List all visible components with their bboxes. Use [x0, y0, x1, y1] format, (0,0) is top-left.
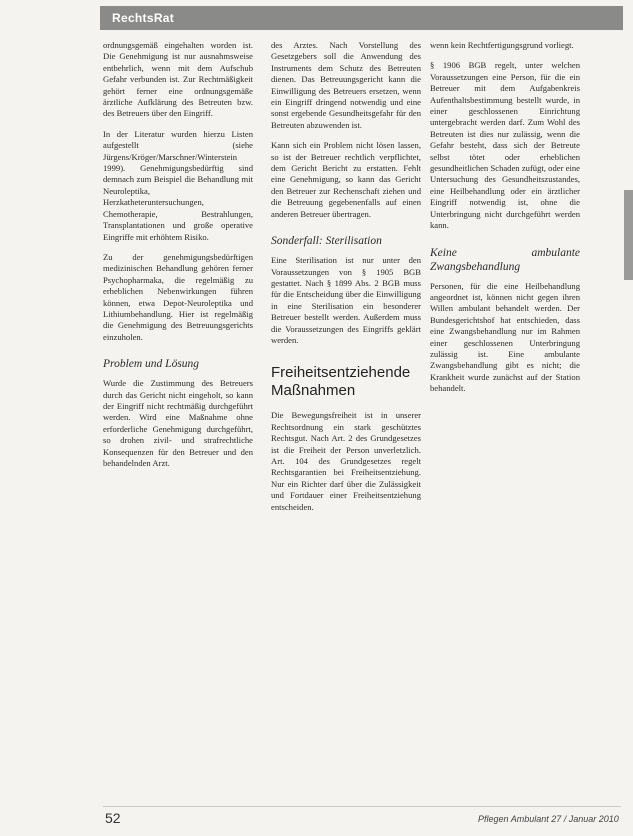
- text-column-1: [103, 40, 253, 478]
- paragraph: Personen, für die eine Heilbehandlung angeordnet ist, können nicht gegen ihren Willen ambulant behandelt werden. Der Bundesgerichtshof hat entschieden, dass eine Zwangsbehandlung nur im Rahmen einer geschlossenen Unterbringung zulässig ist. Eine ambulante Zwangsbehandlung gibt es nicht; die Krankheit wurde zunächst auf der Station behandelt.: [430, 280, 580, 394]
- page-number: 52: [105, 810, 121, 826]
- margin-tab: [624, 190, 633, 280]
- paragraph: Die Bewegungsfreiheit ist in unserer Rechtsordnung ein stark geschütztes Rechtsgut. Nach Art. 2 des Grundgesetzes ist die Freiheit der Person unverletzlich. Art. 104 des Grundgesetzes regelt Rechtsgarantien bei Freiheitsentziehung. Nur ein Richter darf über die Zulässigkeit und Fortdauer einer Freiheitsentziehung entscheiden.: [271, 410, 421, 512]
- paragraph: des Arztes. Nach Vorstellung des Gesetzgebers soll die Anwendung des Instruments dem Schutz des Betreuten dienen. Das Betreuungsgericht kann die Einwilligung des Betreuers ersetzen, wenn ein Eingriff dringend notwendig und eine sonst ergebende Gesundheitsgefahr für den Betreuten abzuwenden ist.: [271, 40, 421, 130]
- journal-footer: Pflegen Ambulant 27 / Januar 2010: [478, 814, 619, 824]
- section-title: RechtsRat: [112, 11, 175, 25]
- text-column-3: [430, 40, 580, 404]
- paragraph: In der Literatur wurden hierzu Listen aufgestellt (siehe Jürgens/Kröger/Marschner/Winterstein 1999). Genehmigungsbedürftig sind demnach zum Beispiel die Behandlung mit Neuroleptika, Herzkatheteruntersuchungen, Chemotherapie, Bestrahlungen, Transplantationen und große operative Eingriffe mit erhöhtem Risiko.: [103, 128, 253, 242]
- paragraph: wenn kein Rechtfertigungsgrund vorliegt.: [430, 40, 574, 50]
- subheading: Keine ambulante Zwangsbehandlung: [430, 246, 580, 273]
- section-heading: Freiheitsentziehende Maßnahmen: [271, 364, 411, 400]
- paragraph: ordnungsgemäß eingehalten worden ist. Die Genehmigung ist nur ausnahmsweise entbehrlich, wenn mit dem Aufschub Gefahr verbunden ist. Zur Rechtmäßigkeit gehört ferner eine ordnungsgemäße ärztliche Aufklärung des Betreuten bzw. des Betreuers über den Eingriff.: [103, 40, 253, 119]
- paragraph: Kann sich ein Problem nicht lösen lassen, so ist der Betreuer rechtlich verpflichtet, dem Gericht Bericht zu erstatten. Fehlt eine Genehmigung, so kann das Gericht den Betreuer zur Rechenschaft ziehen und die Betreuung gegebenenfalls auf einen anderen Betreuer übertragen.: [271, 140, 421, 219]
- header-band: [100, 6, 623, 30]
- paragraph: Wurde die Zustimmung des Betreuers durch das Gericht nicht eingeholt, so kann der Eingriff nicht rechtmäßig durchgeführt werden. Wird eine Maßnahme ohne erforderliche Genehmigung durchgeführt, so drohen zivil- und strafrechtliche Konsequenzen für den Betreuer und den behandelnden Arzt.: [103, 378, 253, 468]
- paragraph: § 1906 BGB regelt, unter welchen Voraussetzungen eine Person, für die ein Betreuer mit dem Aufgabenkreis Aufenthaltsbestimmung bestellt wurde, in einer geschlossenen Einrichtung untergebracht werden darf. Zum Wohl des Betreuten ist dies nur zulässig, wenn die Gefahr besteht, dass sich der Betreute selbst tötet oder erheblichen gesundheitlichen Schaden zufügt, oder eine Untersuchung des Gesundheitszustandes, eine Heilbehandlung oder ein ärztlicher Eingriff notwendig ist, ohne die Unterbringung nicht durchgeführt werden kann.: [430, 60, 580, 231]
- paragraph: Eine Sterilisation ist nur unter den Voraussetzungen von § 1905 BGB gestattet. Nach § 1899 Abs. 2 BGB muss für die Entscheidung über die Einwilligung in eine Sterilisation ein besonderer Betreuer bestellt werden. Außerdem muss die Voraussetzungen des Eingriffs geklärt werden.: [271, 255, 421, 345]
- paragraph: Zu der genehmigungsbedürftigen medizinischen Behandlung gehören ferner Psychopharmaka, die regelmäßig zu erheblichen Nebenwirkungen führen können, etwa Depot-Neuroleptika und Lithiumbehandlung. Hier ist regelmäßig die Genehmigung des Betreuungsgerichts einzuholen.: [103, 251, 253, 342]
- text-column-2: [271, 40, 421, 522]
- footer-rule: [103, 806, 621, 807]
- subheading: Problem und Lösung: [103, 358, 200, 371]
- subheading: Sonderfall: Sterilisation: [271, 235, 382, 248]
